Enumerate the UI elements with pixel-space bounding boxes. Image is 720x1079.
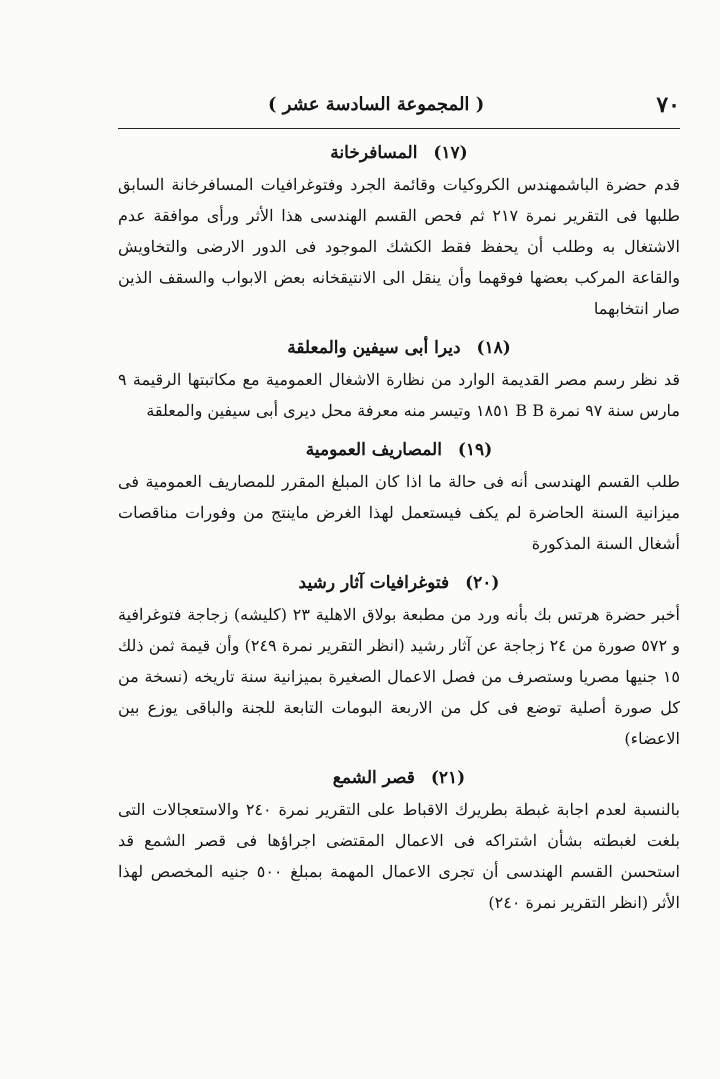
section-17: [118, 143, 680, 324]
section-title: فتوغرافيات آثار رشيد: [298, 573, 450, 593]
section-body: أخبر حضرة هرتس بك بأنه ورد من مطبعة بولاق الاهلية ٢٣ (كليشه) زجاجة فتوغرافية و ٥٧٢ صورة من ٢٤ زجاجة عن آثار رشيد (انظر التقرير نمرة ٢٤٩) وأن قيمة ثمن ذلك ١٥ جنيها مصريا وستصرف من فصل الاعمال الصغيرة بميزانية سنة تاريخه (نسخة من كل صورة أصلية توضع فى كل من الاربعة البومات التابعة للجنة والباقى يوزع بين الاعضاء): [118, 605, 681, 748]
section-heading: [118, 143, 680, 163]
section-number: (١٧): [433, 143, 468, 163]
section-heading: [118, 440, 680, 460]
section-heading: [118, 573, 680, 593]
section-body: طلب القسم الهندسى أنه فى حالة ما اذا كان المبلغ المقرر للمصاريف العمومية فى ميزانية السنة الحاضرة لم يكف فيستعمل لهذا الغرض ماينتج من وفورات مناقصات أشغال السنة المذكورة: [118, 472, 680, 553]
section-heading: [118, 768, 680, 788]
section-number: (١٨): [476, 338, 511, 358]
section-number: (٢١): [430, 768, 466, 788]
section-heading: [118, 338, 680, 358]
section-title: المصاريف العمومية: [305, 440, 442, 460]
section-title: ديرا أبى سيفين والمعلقة: [287, 338, 461, 358]
section-19: [118, 440, 680, 559]
section-body: بالنسبة لعدم اجابة غبطة بطريرك الاقباط على التقرير نمرة ٢٤٠ والاستعجالات التى بلغت لغبطته بشأن اشتراكه فى الاعمال المقتضى اجراؤها فى قصر الشمع قد استحسن القسم الهندسى أن تجرى الاعمال المهمة بمبلغ ٥٠٠ جنيه المخصص لهذا الأثر (انظر التقرير نمرة ٢٤٠): [118, 800, 681, 912]
section-21: [118, 768, 680, 918]
section-body: قدم حضرة الباشمهندس الكروكيات وقائمة الجرد وفتوغرافيات المسافرخانة السابق طلبها فى التقرير نمرة ٢١٧ ثم فحص القسم الهندسى هذا الأثر ورأى موافقة عدم الاشتغال به وطلب أن يحفظ فقط الكشك الموجود فى الدور الارضى والتخاويش والقاعة المركب بعضها فوقهما وأن ينقل الى الانتيقخانه بعض الابواب والسقف الذين صار انتخابهما: [118, 175, 680, 318]
section-number: (١٩): [457, 440, 493, 460]
section-number: (٢٠): [465, 573, 500, 593]
running-title: ( المجموعة السادسة عشر ): [268, 94, 485, 115]
page-header: [118, 92, 680, 129]
section-title: قصر الشمع: [332, 768, 415, 788]
section-20: [118, 573, 680, 754]
section-body: قد نظر رسم مصر القديمة الوارد من نظارة الاشغال العمومية مع مكاتبتها الرقيمة ٩ مارس سنة ٩٧ نمرة B B ١٨٥١ وتيسر منه معرفة محل ديرى أبى سيفين والمعلقة: [118, 370, 680, 420]
section-18: [118, 338, 680, 426]
section-title: المسافرخانة: [330, 143, 418, 163]
page-number: ٧٠: [656, 92, 680, 118]
document-page: [118, 92, 680, 918]
